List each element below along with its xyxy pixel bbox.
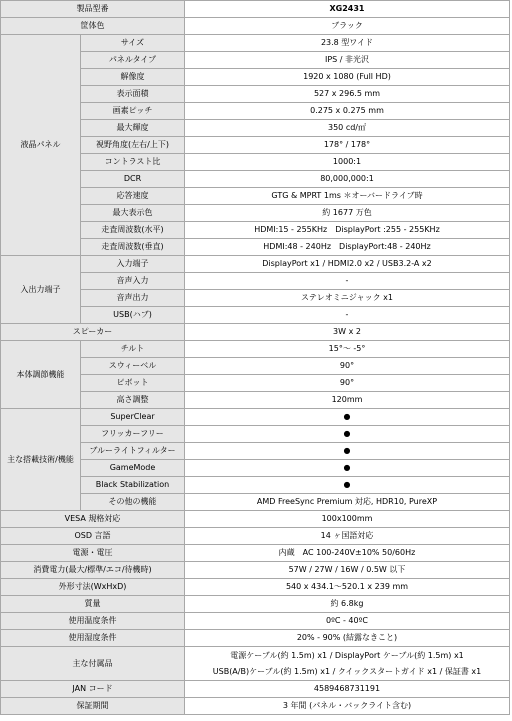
superclear-label: SuperClear (81, 409, 185, 426)
row-weight (1, 596, 510, 613)
speaker-value: 3W x 2 (185, 324, 510, 341)
resolution-label: 解像度 (81, 69, 185, 86)
power-label: 電源・電圧 (1, 545, 185, 562)
dimensions-label: 外形寸法(WxHxD) (1, 579, 185, 596)
input-label: 入力端子 (81, 256, 185, 273)
row-color (1, 18, 510, 35)
consumption-label: 消費電力(最大/標準/エコ/待機時) (1, 562, 185, 579)
speaker-label: スピーカー (1, 324, 185, 341)
dimensions-value: 540 x 434.1～520.1 x 239 mm (185, 579, 510, 596)
accessories-value (185, 647, 510, 681)
vesa-label: VESA 規格対応 (1, 511, 185, 528)
humidity-label: 使用湿度条件 (1, 630, 185, 647)
warranty-value: 3 年間 (パネル・バックライト含む) (185, 698, 510, 715)
swivel-value: 90° (185, 358, 510, 375)
colors-label: 最大表示色 (81, 205, 185, 222)
pixel-pitch-value: 0.275 x 0.275 mm (185, 103, 510, 120)
panel-size-value: 23.8 型ワイド (185, 35, 510, 52)
tilt-value: 15°～ -5° (185, 341, 510, 358)
warranty-label: 保証期間 (1, 698, 185, 715)
gamemode-dot-icon: ● (185, 460, 510, 477)
flicker-free-dot-icon: ● (185, 426, 510, 443)
input-value: DisplayPort x1 / HDMI2.0 x2 / USB3.2-A x2 (185, 256, 510, 273)
row-jan (1, 681, 510, 698)
accessories-label: 主な付属品 (1, 647, 185, 681)
v-freq-label: 走査周波数(垂直) (81, 239, 185, 256)
color-label: 筐体色 (1, 18, 185, 35)
v-freq-value: HDMI:48 - 240Hz DisplayPort:48 - 240Hz (185, 239, 510, 256)
humidity-value: 20% - 90% (結露なきこと) (185, 630, 510, 647)
panel-type-value: IPS / 非光沢 (185, 52, 510, 69)
other-features-value: AMD FreeSync Premium 対応, HDR10, PureXP (185, 494, 510, 511)
row-humidity (1, 630, 510, 647)
swivel-label: スウィーベル (81, 358, 185, 375)
gamemode-label: GameMode (81, 460, 185, 477)
contrast-value: 1000:1 (185, 154, 510, 171)
resolution-value: 1920 x 1080 (Full HD) (185, 69, 510, 86)
model-label: 製品型番 (1, 1, 185, 18)
black-stab-dot-icon: ● (185, 477, 510, 494)
usb-hub-label: USB(ハブ) (81, 307, 185, 324)
adjust-group-label: 本体調節機能 (1, 341, 81, 409)
audio-in-value: - (185, 273, 510, 290)
display-area-label: 表示面積 (81, 86, 185, 103)
io-group-label: 入出力端子 (1, 256, 81, 324)
tilt-label: チルト (81, 341, 185, 358)
row-input (1, 256, 510, 273)
contrast-label: コントラスト比 (81, 154, 185, 171)
row-superclear (1, 409, 510, 426)
pivot-value: 90° (185, 375, 510, 392)
accessories-line-1: 電源ケーブル(約 1.5m) x1 / DisplayPort ケーブル(約 1.5m) x1 (230, 650, 464, 660)
jan-label: JAN コード (1, 681, 185, 698)
brightness-label: 最大輝度 (81, 120, 185, 137)
model-value: XG2431 (185, 1, 510, 18)
pixel-pitch-label: 画素ピッチ (81, 103, 185, 120)
viewing-angle-label: 視野角度(左右/上下) (81, 137, 185, 154)
weight-value: 約 6.8kg (185, 596, 510, 613)
brightness-value: 350 cd/㎡ (185, 120, 510, 137)
display-area-value: 527 x 296.5 mm (185, 86, 510, 103)
row-warranty (1, 698, 510, 715)
temp-value: 0ºC - 40ºC (185, 613, 510, 630)
colors-value: 約 1677 万色 (185, 205, 510, 222)
vesa-value: 100x100mm (185, 511, 510, 528)
audio-in-label: 音声入力 (81, 273, 185, 290)
response-label: 応答速度 (81, 188, 185, 205)
row-model (1, 1, 510, 18)
panel-type-label: パネルタイプ (81, 52, 185, 69)
tech-group-label: 主な搭載技術/機能 (1, 409, 81, 511)
consumption-value: 57W / 27W / 16W / 0.5W 以下 (185, 562, 510, 579)
row-power (1, 545, 510, 562)
panel-size-label: サイズ (81, 35, 185, 52)
row-consumption (1, 562, 510, 579)
color-value: ブラック (185, 18, 510, 35)
weight-label: 質量 (1, 596, 185, 613)
panel-group-label: 液晶パネル (1, 35, 81, 256)
row-vesa (1, 511, 510, 528)
viewing-angle-value: 178° / 178° (185, 137, 510, 154)
row-dimensions (1, 579, 510, 596)
temp-label: 使用温度条件 (1, 613, 185, 630)
row-tilt (1, 341, 510, 358)
jan-value: 4589468731191 (185, 681, 510, 698)
row-accessories (1, 647, 510, 681)
pivot-label: ピボット (81, 375, 185, 392)
audio-out-label: 音声出力 (81, 290, 185, 307)
power-value: 内蔵 AC 100-240V±10% 50/60Hz (185, 545, 510, 562)
osd-label: OSD 言語 (1, 528, 185, 545)
row-panel-size (1, 35, 510, 52)
flicker-free-label: フリッカーフリー (81, 426, 185, 443)
superclear-dot-icon: ● (185, 409, 510, 426)
row-temp (1, 613, 510, 630)
row-speaker (1, 324, 510, 341)
h-freq-label: 走査周波数(水平) (81, 222, 185, 239)
audio-out-value: ステレオミニジャック x1 (185, 290, 510, 307)
other-features-label: その他の機能 (81, 494, 185, 511)
h-freq-value: HDMI:15 - 255KHz DisplayPort :255 - 255KHz (185, 222, 510, 239)
osd-value: 14 ヶ国語対応 (185, 528, 510, 545)
dcr-label: DCR (81, 171, 185, 188)
height-value: 120mm (185, 392, 510, 409)
usb-hub-value: - (185, 307, 510, 324)
blue-light-label: ブルーライトフィルター (81, 443, 185, 460)
response-value: GTG & MPRT 1ms ＊オーバードライブ時 (185, 188, 510, 205)
blue-light-dot-icon: ● (185, 443, 510, 460)
accessories-line-2: USB(A/B)ケーブル(約 1.5m) x1 / クイックスタートガイド x1 / 保証書 x1 (212, 666, 482, 676)
height-label: 高さ調整 (81, 392, 185, 409)
dcr-value: 80,000,000:1 (185, 171, 510, 188)
row-osd (1, 528, 510, 545)
black-stab-label: Black Stabilization (81, 477, 185, 494)
